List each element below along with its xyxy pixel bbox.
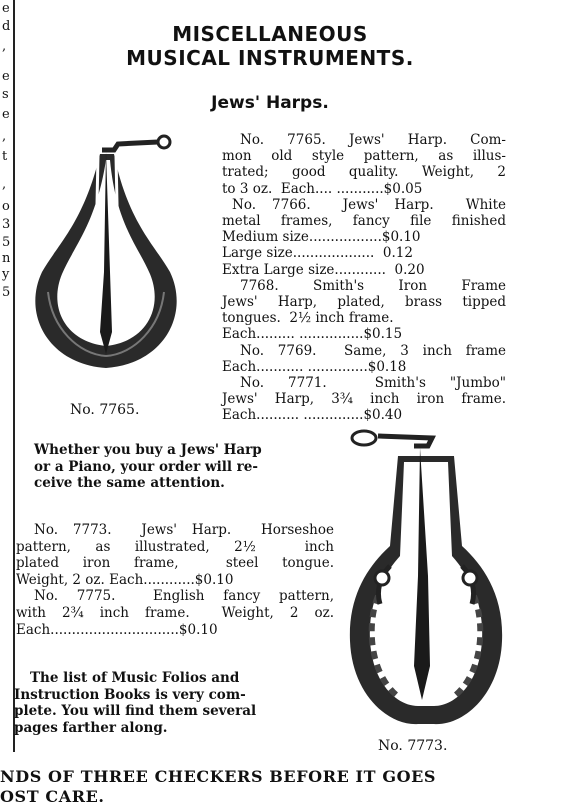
listing-line: plated iron frame, steel tongue. bbox=[16, 555, 334, 572]
fragment: , bbox=[2, 39, 7, 54]
listing-line: No. 7775. English fancy pattern, bbox=[34, 588, 334, 605]
fragment: e bbox=[2, 107, 10, 122]
listing-line: mon old style pattern, as illus- bbox=[222, 148, 506, 165]
fragment: e bbox=[2, 69, 10, 84]
listing-line: No. 7766. Jews' Harp. White bbox=[232, 196, 506, 213]
listing-line: Each.......... ..............$0.40 bbox=[222, 407, 403, 424]
jews-harp-7765-illustration bbox=[18, 132, 206, 394]
figure-caption-7773: No. 7773. bbox=[378, 738, 448, 754]
fragment: e bbox=[2, 1, 10, 16]
section-subtitle: Jews' Harps. bbox=[211, 93, 329, 113]
notice-same-attention bbox=[34, 442, 262, 492]
footer-line1: NDS OF THREE CHECKERS BEFORE IT GOES bbox=[0, 767, 437, 786]
fragment: y bbox=[2, 267, 10, 282]
figure-caption-7765: No. 7765. bbox=[70, 402, 140, 418]
notice-line: ceive the same attention. bbox=[34, 475, 225, 491]
listing-line: Weight, 2 oz. Each............$0.10 bbox=[16, 571, 234, 588]
product-listings-7773-7775 bbox=[16, 522, 334, 638]
listing-line: metal frames, fancy file finished bbox=[222, 213, 506, 230]
notice-line: Instruction Books is very com- bbox=[14, 686, 246, 703]
listing-line: Each......... ...............$0.15 bbox=[222, 326, 403, 343]
listing-line: Each..............................$0.10 bbox=[16, 621, 218, 638]
column-rule bbox=[13, 0, 15, 752]
listing-line: 7768. Smith's Iron Frame bbox=[240, 277, 506, 294]
listing-line: tongues. 2½ inch frame. bbox=[222, 310, 394, 327]
listing-line: to 3 oz. Each.... ...........$0.05 bbox=[222, 180, 423, 197]
notice-line: Whether you buy a Jews' Harp bbox=[34, 442, 262, 458]
product-listings-7765-7771 bbox=[222, 132, 506, 424]
listing-line: Medium size.................$0.10 bbox=[222, 229, 421, 246]
listing-line: No. 7771. Smith's "Jumbo" bbox=[240, 375, 506, 392]
adjacent-column-fragments bbox=[0, 0, 14, 760]
listing-line: No. 7765. Jews' Harp. Com- bbox=[240, 132, 506, 148]
fragment: 5 bbox=[2, 285, 11, 300]
notice-line: The list of Music Folios and bbox=[30, 670, 240, 686]
fragment: t bbox=[2, 149, 8, 164]
page-title-line1: MISCELLANEOUS bbox=[172, 22, 368, 46]
fragment: , bbox=[2, 129, 7, 144]
listing-line: Jews' Harp, 3¾ inch iron frame. bbox=[222, 391, 506, 408]
listing-line: trated; good quality. Weight, 2 bbox=[222, 164, 506, 181]
listing-line: pattern, as illustrated, 2½ inch bbox=[16, 538, 334, 555]
listing-line: Extra Large size............ 0.20 bbox=[222, 261, 425, 278]
notice-line: pages farther along. bbox=[14, 719, 168, 736]
fragment: n bbox=[2, 251, 11, 266]
fragment: o bbox=[2, 199, 10, 214]
page-title-line2: MUSICAL INSTRUMENTS. bbox=[126, 46, 414, 70]
listing-line: No. 7773. Jews' Harp. Horseshoe bbox=[34, 522, 334, 538]
fragment: s bbox=[2, 87, 9, 102]
listing-line: Jews' Harp, plated, brass tipped bbox=[222, 294, 506, 311]
fragment: , bbox=[2, 177, 7, 192]
listing-line: No. 7769. Same, 3 inch frame bbox=[240, 342, 506, 359]
notice-line: or a Piano, your order will re- bbox=[34, 458, 258, 475]
listing-line: with 2¾ inch frame. Weight, 2 oz. bbox=[16, 604, 334, 621]
fragment: 3 bbox=[2, 217, 11, 232]
fragment: 5 bbox=[2, 235, 11, 250]
footer-line2: OST CARE. bbox=[0, 787, 105, 806]
notice-line: plete. You will find them several bbox=[14, 703, 257, 719]
fragment: d bbox=[2, 19, 11, 34]
jews-harp-7773-illustration bbox=[338, 426, 514, 730]
listing-line: Each........... ..............$0.18 bbox=[222, 358, 407, 375]
notice-music-folios bbox=[14, 670, 257, 736]
listing-line: Large size................... 0.12 bbox=[222, 245, 413, 262]
